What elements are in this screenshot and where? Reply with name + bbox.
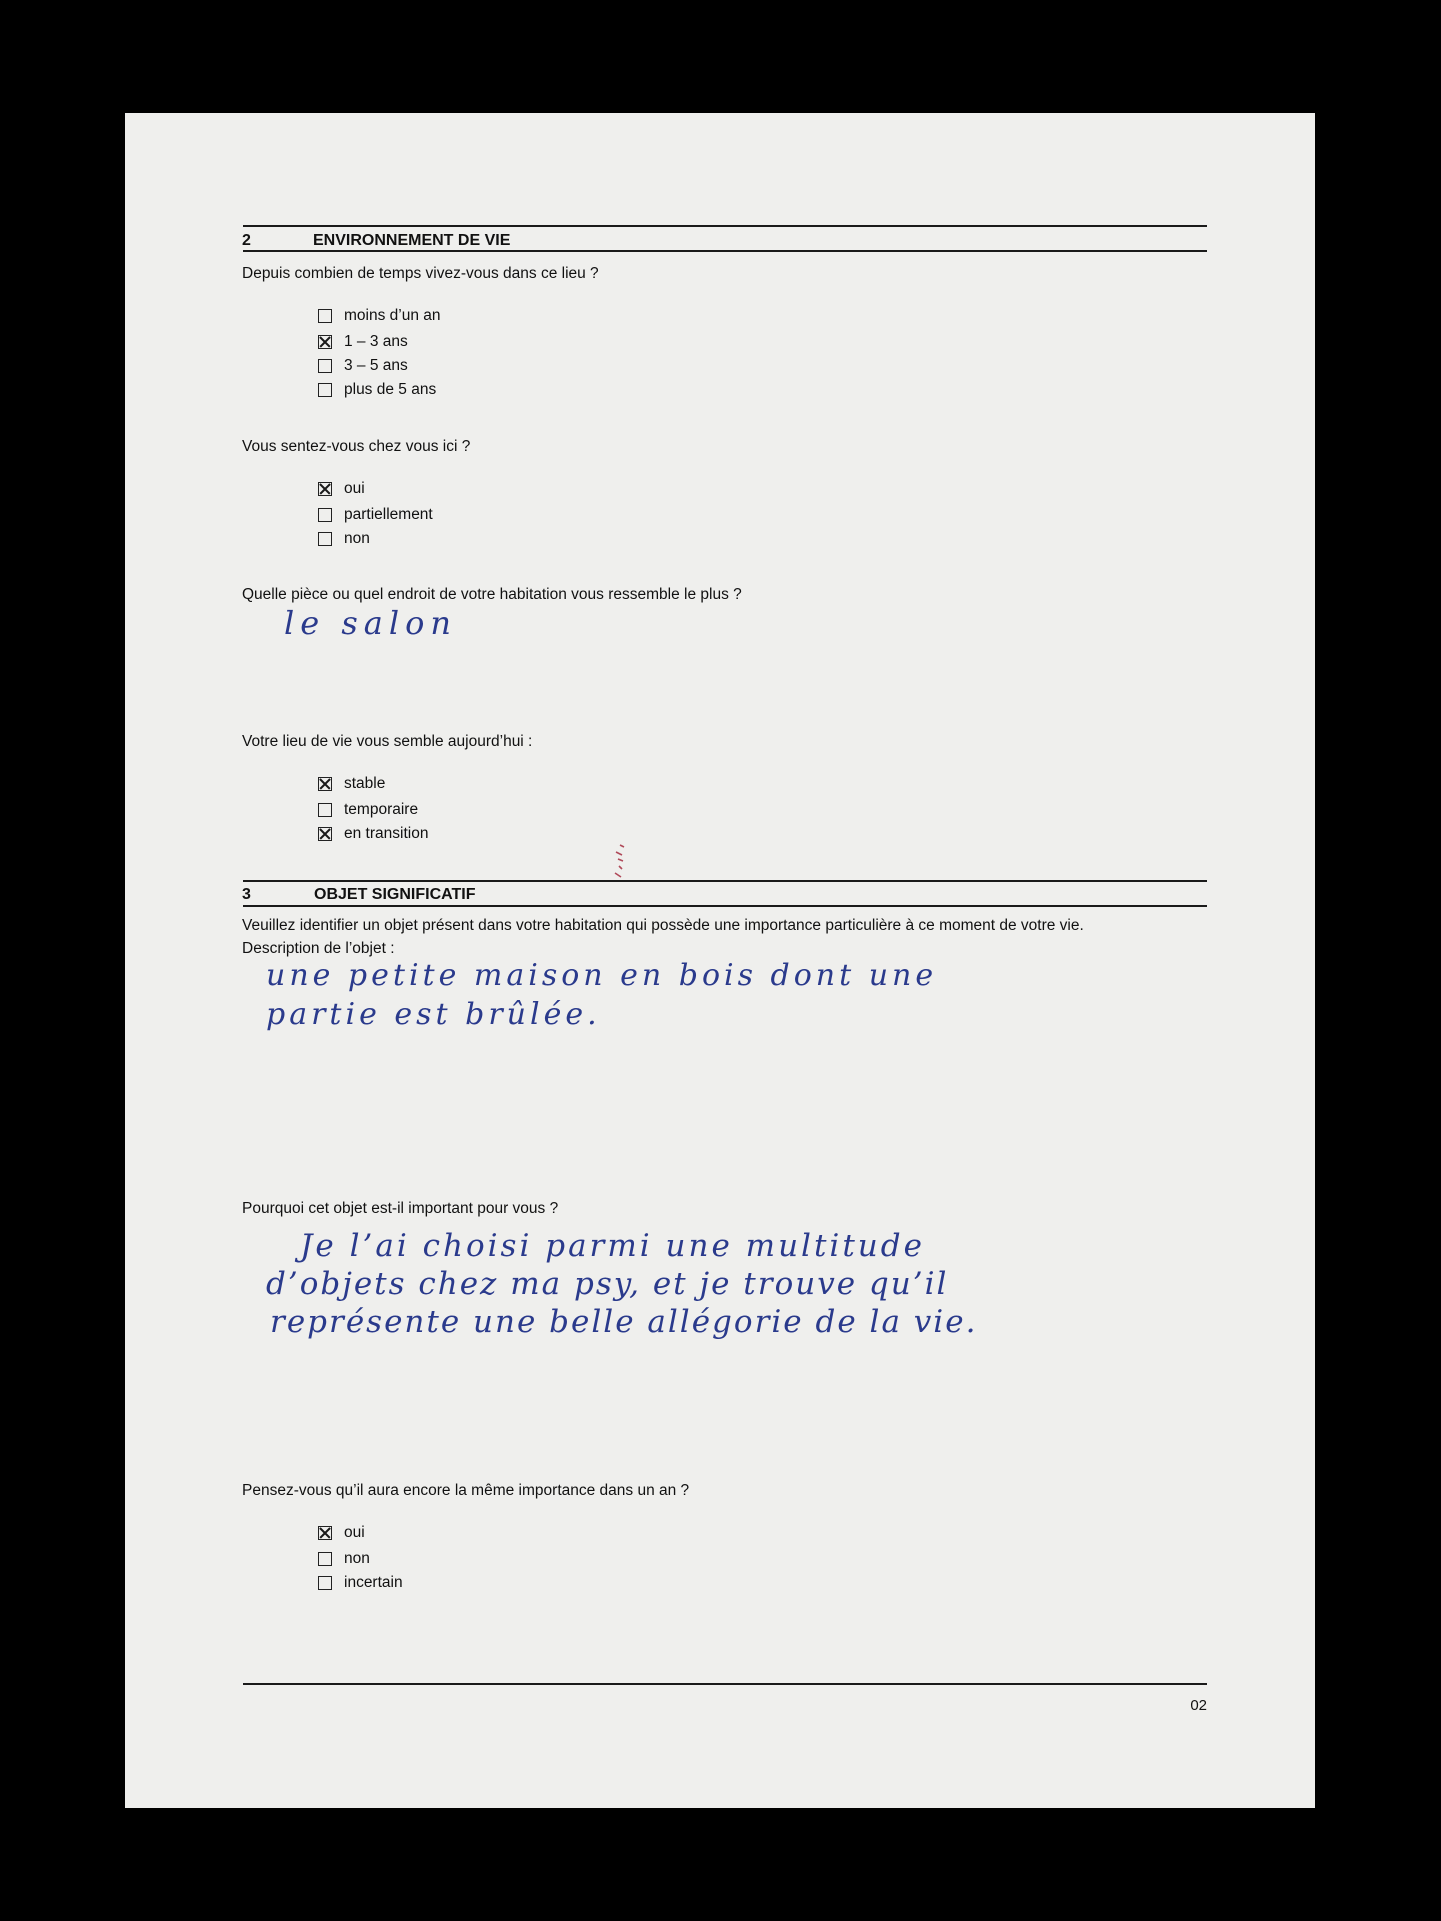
section-3-intro: Veuillez identifier un objet présent dans votre habitation qui possède une importance particulière à ce moment de votre vie. xyxy=(242,917,1084,934)
handwritten-description-line-2[interactable]: partie est brûlée. xyxy=(266,997,601,1032)
option-more-5-years[interactable] xyxy=(318,380,436,400)
checkbox-checked[interactable] xyxy=(318,482,332,496)
checkbox-checked[interactable] xyxy=(318,1526,332,1540)
section-3-number: 3 xyxy=(242,886,251,903)
section-rule-top xyxy=(243,225,1207,227)
option-non[interactable] xyxy=(318,529,370,549)
description-label: Description de l’objet : xyxy=(242,940,395,957)
checkbox[interactable] xyxy=(318,359,332,373)
question-at-home: Vous sentez-vous chez vous ici ? xyxy=(242,438,471,455)
checkbox[interactable] xyxy=(318,309,332,323)
option-label: oui xyxy=(344,1524,365,1541)
option-non[interactable] xyxy=(318,1549,370,1569)
handwritten-why-line-2[interactable]: d’objets chez ma psy, et je trouve qu’il xyxy=(266,1266,949,1302)
handwritten-why-line-3[interactable]: représente une belle allégorie de la vie. xyxy=(270,1304,978,1340)
section-3-title: OBJET SIGNIFICATIF xyxy=(314,886,476,903)
checkbox-checked[interactable] xyxy=(318,777,332,791)
question-next-year: Pensez-vous qu’il aura encore la même importance dans un an ? xyxy=(242,1482,690,1499)
option-en-transition[interactable] xyxy=(318,824,428,844)
question-duration: Depuis combien de temps vivez-vous dans ce lieu ? xyxy=(242,265,599,282)
question-stability: Votre lieu de vie vous semble aujourd’hui : xyxy=(242,733,533,750)
option-stable[interactable] xyxy=(318,774,385,794)
option-partiellement[interactable] xyxy=(318,505,433,525)
checkbox-checked[interactable] xyxy=(318,335,332,349)
footer-rule xyxy=(243,1683,1207,1685)
section-2-number: 2 xyxy=(242,232,251,249)
checkbox[interactable] xyxy=(318,803,332,817)
question-why-important: Pourquoi cet objet est-il important pour vous ? xyxy=(242,1200,559,1217)
question-room: Quelle pièce ou quel endroit de votre habitation vous ressemble le plus ? xyxy=(242,586,742,603)
checkbox-checked[interactable] xyxy=(318,827,332,841)
option-label: 1 – 3 ans xyxy=(344,333,408,350)
option-label: non xyxy=(344,1550,370,1567)
option-temporaire[interactable] xyxy=(318,800,418,820)
option-label: en transition xyxy=(344,825,429,842)
option-label: non xyxy=(344,530,370,547)
option-oui[interactable] xyxy=(318,1523,365,1543)
option-3-5-years[interactable] xyxy=(318,356,408,376)
option-less-than-year[interactable] xyxy=(318,306,441,326)
option-label: oui xyxy=(344,480,365,497)
checkbox[interactable] xyxy=(318,508,332,522)
page-number: 02 xyxy=(1190,1697,1207,1714)
handwritten-description-line-1[interactable]: une petite maison en bois dont une xyxy=(266,958,938,993)
option-label: plus de 5 ans xyxy=(344,381,437,398)
handwritten-answer-room[interactable]: le salon xyxy=(284,604,457,642)
option-label: moins d’un an xyxy=(344,307,441,324)
option-label: stable xyxy=(344,775,386,792)
section-rule-bottom xyxy=(243,905,1207,907)
section-2-title: ENVIRONNEMENT DE VIE xyxy=(313,232,511,249)
checkbox[interactable] xyxy=(318,383,332,397)
option-label: incertain xyxy=(344,1574,403,1591)
checkbox[interactable] xyxy=(318,1552,332,1566)
option-label: temporaire xyxy=(344,801,419,818)
ink-stain xyxy=(612,843,630,883)
option-oui[interactable] xyxy=(318,479,365,499)
option-label: partiellement xyxy=(344,506,433,523)
checkbox[interactable] xyxy=(318,532,332,546)
option-label: 3 – 5 ans xyxy=(344,357,408,374)
option-incertain[interactable] xyxy=(318,1573,403,1593)
handwritten-why-line-1[interactable]: Je l’ai choisi parmi une multitude xyxy=(300,1228,925,1264)
section-rule-top xyxy=(243,880,1207,882)
checkbox[interactable] xyxy=(318,1576,332,1590)
option-1-3-years[interactable] xyxy=(318,332,408,352)
section-rule-bottom xyxy=(243,250,1207,252)
